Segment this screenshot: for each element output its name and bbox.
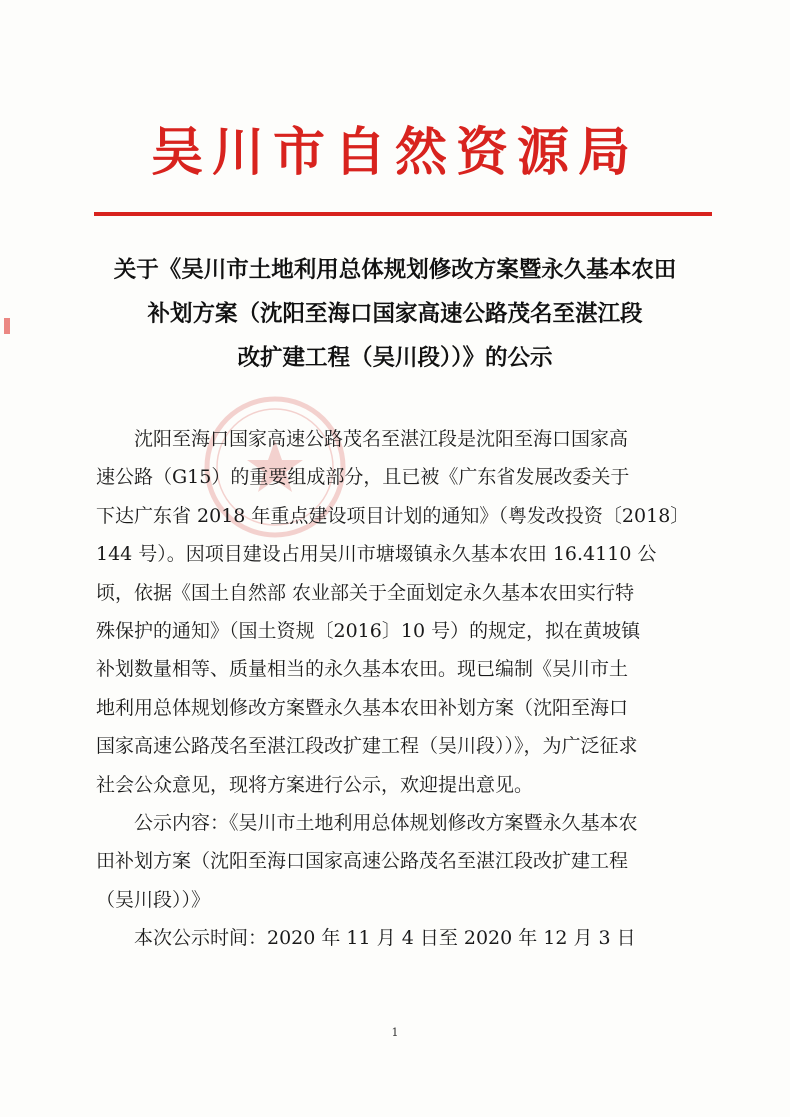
title-line: 补划方案（沈阳至海口国家高速公路茂名至湛江段	[147, 301, 643, 327]
body-line: 殊保护的通知》（国土资规〔2016〕10 号）的规定，拟在黄坡镇	[96, 619, 641, 642]
title-line: 改扩建工程（吴川段））》的公示	[237, 345, 553, 371]
issuing-authority-header: 吴川市自然资源局	[150, 122, 639, 183]
edge-stamp-mark	[4, 318, 10, 334]
body-line: 144 号）。因项目建设占用吴川市塘㙍镇永久基本农田 16.4110 公	[96, 543, 657, 566]
body-line: 国家高速公路茂名至湛江段改扩建工程（吴川段））》，为广泛征求	[96, 735, 638, 758]
header-red-rule	[94, 212, 712, 216]
notice-body	[96, 420, 696, 957]
notice-title	[60, 248, 730, 380]
body-line: 沈阳至海口国家高速公路茂名至湛江段是沈阳至海口国家高	[134, 428, 629, 450]
body-line: （吴川段））》	[96, 888, 211, 911]
page-number: 1	[391, 1026, 399, 1039]
body-line: 公示内容：《吴川市土地利用总体规划修改方案暨永久基本农	[134, 811, 638, 834]
body-line: 地利用总体规划修改方案暨永久基本农田补划方案（沈阳至海口	[96, 696, 629, 719]
body-line: 社会公众意见，现将方案进行公示，欢迎提出意见。	[96, 773, 534, 796]
body-line: 顷，依据《国土自然部 农业部关于全面划定永久基本农田实行特	[96, 581, 635, 604]
body-line: 田补划方案（沈阳至海口国家高速公路茂名至湛江段改扩建工程	[96, 850, 629, 873]
body-line: 下达广东省 2018 年重点建设项目计划的通知》（粤发改投资〔2018〕	[96, 504, 690, 527]
title-line: 关于《吴川市土地利用总体规划修改方案暨永久基本农田	[113, 257, 677, 283]
publication-period: 本次公示时间：2020 年 11 月 4 日至 2020 年 12 月 3 日	[134, 927, 636, 950]
body-line: 补划数量相等、质量相当的永久基本农田。现已编制《吴川市土	[96, 658, 629, 681]
body-line: 速公路（G15）的重要组成部分，且已被《广东省发展改委关于	[96, 466, 630, 489]
